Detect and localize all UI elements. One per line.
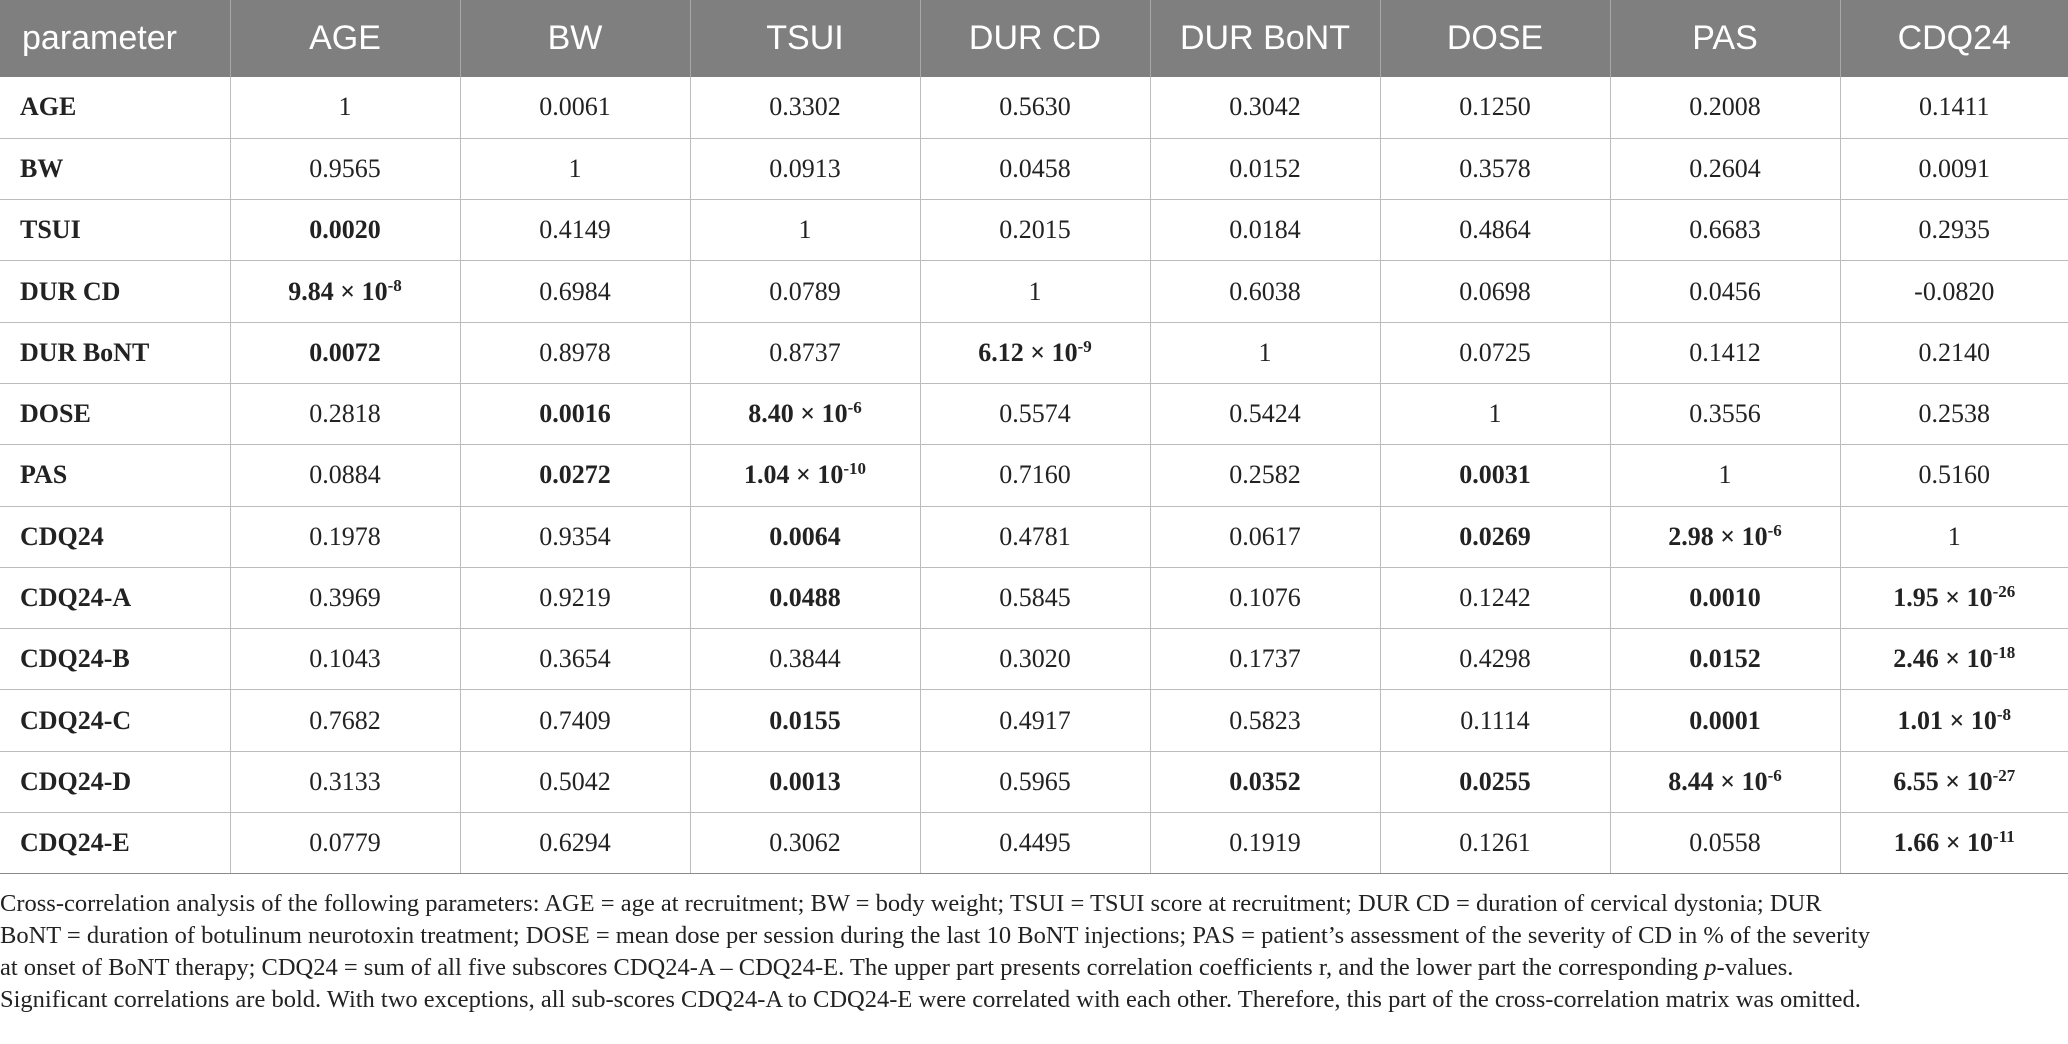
table-row <box>0 506 2068 567</box>
cell-value: 0.0010 <box>1689 583 1761 613</box>
cell-value: 6.12 × 10 <box>978 337 1078 367</box>
table-cell <box>1610 813 1840 874</box>
cell-value: 0.1242 <box>1459 583 1531 613</box>
header-cell-dose: DOSE <box>1380 0 1610 77</box>
table-cell <box>1380 506 1610 567</box>
table-cell <box>1150 261 1380 322</box>
cell-value: 0.9354 <box>539 521 611 551</box>
row-label: TSUI <box>0 200 230 261</box>
table-cell <box>230 629 460 690</box>
table-cell <box>230 322 460 383</box>
cell-value: 0.3302 <box>769 92 841 122</box>
table-cell <box>690 690 920 751</box>
table-cell <box>230 506 460 567</box>
cell-value: 0.0789 <box>769 276 841 306</box>
row-label: CDQ24-A <box>0 567 230 628</box>
table-cell <box>460 751 690 812</box>
table-row <box>0 629 2068 690</box>
table-cell <box>230 445 460 506</box>
table-cell <box>920 445 1150 506</box>
cell-value: 0.0016 <box>539 399 611 429</box>
cell-exponent: -26 <box>1992 582 2016 602</box>
table-cell <box>1840 506 2068 567</box>
table-cell <box>1150 322 1380 383</box>
table-cell <box>1380 261 1610 322</box>
caption-italic-p: p <box>1704 954 1717 981</box>
table-cell <box>1840 261 2068 322</box>
cell-value: 0.0061 <box>539 92 611 122</box>
table-cell <box>1380 200 1610 261</box>
row-label: CDQ24-D <box>0 751 230 812</box>
cell-value: 1 <box>1488 399 1502 429</box>
cell-value: 0.3062 <box>769 828 841 858</box>
table-cell <box>1840 200 2068 261</box>
table-caption <box>0 888 2060 1016</box>
cell-value: 0.1978 <box>309 521 381 551</box>
row-label: CDQ24-B <box>0 629 230 690</box>
table-cell <box>1150 383 1380 444</box>
cell-value: 0.2818 <box>309 399 381 429</box>
header-cell-parameter: parameter <box>0 0 230 77</box>
cell-value: 1 <box>798 215 812 245</box>
cell-value: 0.1114 <box>1460 705 1530 735</box>
header-cell-dur-cd: DUR CD <box>920 0 1150 77</box>
table-cell <box>690 77 920 138</box>
cell-value: 1 <box>1258 337 1272 367</box>
table-cell <box>230 261 460 322</box>
table-cell <box>1380 445 1610 506</box>
table-cell <box>920 77 1150 138</box>
table-cell <box>460 383 690 444</box>
table-cell <box>690 200 920 261</box>
cell-exponent: -8 <box>1996 704 2011 724</box>
cell-value: 0.4917 <box>999 705 1071 735</box>
cell-value: 0.0020 <box>309 215 381 245</box>
row-label: BW <box>0 138 230 199</box>
cell-value: 0.2582 <box>1229 460 1301 490</box>
cell-value: 0.4149 <box>539 215 611 245</box>
cell-value: 0.5042 <box>539 766 611 796</box>
table-cell <box>1610 383 1840 444</box>
table-cell <box>460 629 690 690</box>
table-cell <box>1150 813 1380 874</box>
table-cell <box>460 261 690 322</box>
table-cell <box>1610 629 1840 690</box>
table-cell <box>1610 138 1840 199</box>
table-cell <box>690 506 920 567</box>
cell-value: 0.0001 <box>1689 705 1761 735</box>
cell-value: 0.3556 <box>1689 399 1761 429</box>
cell-exponent: -6 <box>1767 765 1782 785</box>
table-row <box>0 813 2068 874</box>
cell-value: 0.0152 <box>1229 153 1301 183</box>
table-cell <box>1610 322 1840 383</box>
cell-exponent: -6 <box>1767 520 1782 540</box>
row-label: CDQ24-C <box>0 690 230 751</box>
cell-value: 9.84 × 10 <box>288 276 388 306</box>
table-cell <box>230 751 460 812</box>
cell-value: 0.5965 <box>999 766 1071 796</box>
header-cell-age: AGE <box>230 0 460 77</box>
cell-value: 0.1076 <box>1229 583 1301 613</box>
cell-value: 0.0031 <box>1459 460 1531 490</box>
cell-value: 0.8978 <box>539 337 611 367</box>
cell-value: 0.7682 <box>309 705 381 735</box>
table-cell <box>920 200 1150 261</box>
table-cell <box>690 751 920 812</box>
table-cell <box>690 567 920 628</box>
table-cell <box>1380 629 1610 690</box>
cell-value: 0.5424 <box>1229 399 1301 429</box>
cell-value: 0.5823 <box>1229 705 1301 735</box>
cell-value: 0.0558 <box>1689 828 1761 858</box>
table-row <box>0 690 2068 751</box>
table-cell <box>1840 629 2068 690</box>
table-cell <box>690 322 920 383</box>
table-cell <box>690 813 920 874</box>
cell-value: 0.1411 <box>1918 92 1990 122</box>
table-row <box>0 138 2068 199</box>
table-cell <box>230 813 460 874</box>
cell-exponent: -9 <box>1077 336 1092 356</box>
table-cell <box>460 77 690 138</box>
header-row <box>0 0 2068 77</box>
caption-line: Cross-correlation analysis of the following parameters: AGE = age at recruitment; BW = body weight; TSUI = TSUI score at recruitment; DUR CD = duration of cervical dystonia; DUR <box>0 890 1822 917</box>
cell-value: 2.46 × 10 <box>1893 644 1993 674</box>
table-cell <box>1150 506 1380 567</box>
cell-value: 0.3844 <box>769 644 841 674</box>
cell-value: 1 <box>1718 460 1732 490</box>
table-cell <box>690 261 920 322</box>
table-cell <box>460 445 690 506</box>
cell-value: 1 <box>1028 276 1042 306</box>
cell-value: 0.2015 <box>999 215 1071 245</box>
table-cell <box>1150 629 1380 690</box>
table-row <box>0 383 2068 444</box>
table-cell <box>460 813 690 874</box>
cell-value: 0.2604 <box>1689 153 1761 183</box>
cell-value: 0.0152 <box>1689 644 1761 674</box>
caption-line: Significant correlations are bold. With two exceptions, all sub-scores CDQ24-A to CDQ24-E were correlated with each other. Therefore, this part of the cross-correlation matrix was omitted. <box>0 986 1861 1013</box>
table-cell <box>920 751 1150 812</box>
table-cell <box>690 138 920 199</box>
header-cell-bw: BW <box>460 0 690 77</box>
cell-value: 0.0352 <box>1229 766 1301 796</box>
cell-value: 0.0184 <box>1229 215 1301 245</box>
table-cell <box>1380 813 1610 874</box>
cell-value: 0.5845 <box>999 583 1071 613</box>
table-cell <box>1610 751 1840 812</box>
table-cell <box>690 445 920 506</box>
cell-value: 0.0155 <box>769 705 841 735</box>
table-cell <box>230 383 460 444</box>
table-cell <box>460 200 690 261</box>
table-cell <box>1380 567 1610 628</box>
cell-exponent: -10 <box>843 459 866 479</box>
cell-value: 0.4298 <box>1459 644 1531 674</box>
cell-value: 0.0072 <box>309 337 381 367</box>
cell-value: 0.5160 <box>1918 460 1990 490</box>
cell-value: 0.5574 <box>999 399 1071 429</box>
table-cell <box>1380 383 1610 444</box>
table-cell <box>460 690 690 751</box>
table-cell <box>1840 445 2068 506</box>
table-row <box>0 322 2068 383</box>
table-row <box>0 751 2068 812</box>
cell-value: 0.0269 <box>1459 521 1531 551</box>
cell-value: 0.1250 <box>1459 92 1531 122</box>
table-cell <box>920 506 1150 567</box>
row-label: CDQ24-E <box>0 813 230 874</box>
cell-value: 0.0458 <box>999 153 1071 183</box>
table-cell <box>1840 77 2068 138</box>
cell-value: 0.0913 <box>769 153 841 183</box>
cell-value: 0.3133 <box>309 766 381 796</box>
cell-value: 0.3042 <box>1229 92 1301 122</box>
table-cell <box>1840 383 2068 444</box>
table-cell <box>690 383 920 444</box>
table-cell <box>920 629 1150 690</box>
table-cell <box>1840 322 2068 383</box>
table-cell <box>460 506 690 567</box>
table-cell <box>1610 690 1840 751</box>
caption-line-tail: -values. <box>1716 954 1794 981</box>
table-row <box>0 200 2068 261</box>
table-row <box>0 567 2068 628</box>
cell-value: 0.0272 <box>539 460 611 490</box>
cell-value: 0.0456 <box>1689 276 1761 306</box>
table-cell <box>920 690 1150 751</box>
table-row <box>0 261 2068 322</box>
cell-value: 0.7409 <box>539 705 611 735</box>
table-cell <box>1380 77 1610 138</box>
cell-value: 0.3020 <box>999 644 1071 674</box>
cell-value: 8.44 × 10 <box>1668 766 1768 796</box>
cell-value: 0.0013 <box>769 766 841 796</box>
table-cell <box>1150 751 1380 812</box>
cell-value: 0.4781 <box>999 521 1071 551</box>
table-cell <box>1150 567 1380 628</box>
table-cell <box>920 567 1150 628</box>
table-cell <box>1610 77 1840 138</box>
cell-value: 0.4495 <box>999 828 1071 858</box>
table-cell <box>460 322 690 383</box>
table-cell <box>230 138 460 199</box>
table-cell <box>1610 200 1840 261</box>
table-cell <box>1150 77 1380 138</box>
table-row <box>0 77 2068 138</box>
row-label: CDQ24 <box>0 506 230 567</box>
cell-value: 0.2008 <box>1689 92 1761 122</box>
row-label: PAS <box>0 445 230 506</box>
cell-value: 0.9565 <box>309 153 381 183</box>
cell-value: 0.0779 <box>309 828 381 858</box>
cell-value: 0.2140 <box>1918 337 1990 367</box>
cell-exponent: -27 <box>1992 765 2016 785</box>
cell-value: 0.1737 <box>1229 644 1301 674</box>
table-cell <box>1840 690 2068 751</box>
cell-value: 0.0725 <box>1459 337 1531 367</box>
cell-value: 0.1261 <box>1459 828 1531 858</box>
cell-value: -0.0820 <box>1914 276 1995 306</box>
cell-value: 0.0884 <box>309 460 381 490</box>
table-cell <box>460 567 690 628</box>
row-label: AGE <box>0 77 230 138</box>
table-cell <box>1150 138 1380 199</box>
header-cell-pas: PAS <box>1610 0 1840 77</box>
table-cell <box>1840 813 2068 874</box>
cell-exponent: -11 <box>1993 827 2015 847</box>
cell-value: 0.3969 <box>309 583 381 613</box>
table-cell <box>1610 506 1840 567</box>
caption-line-text: at onset of BoNT therapy; CDQ24 = sum of all five subscores CDQ24-A – CDQ24-E. The upper part presents correlation coefficients r, and the lower part the corresponding <box>0 954 1705 981</box>
cell-value: 0.3578 <box>1459 153 1531 183</box>
cell-exponent: -6 <box>847 398 862 418</box>
table-cell <box>920 322 1150 383</box>
table-cell <box>1150 445 1380 506</box>
cell-value: 0.0064 <box>769 521 841 551</box>
cell-exponent: -8 <box>387 275 402 295</box>
table-cell <box>230 567 460 628</box>
table-row <box>0 445 2068 506</box>
row-label: DUR BoNT <box>0 322 230 383</box>
cell-value: 1 <box>1947 521 1961 551</box>
cell-value: 1.66 × 10 <box>1893 828 1994 858</box>
table-cell <box>1610 445 1840 506</box>
row-label: DUR CD <box>0 261 230 322</box>
cell-value: 1 <box>568 153 582 183</box>
cell-value: 0.1919 <box>1229 828 1301 858</box>
cell-value: 0.6294 <box>539 828 611 858</box>
table-cell <box>1840 567 2068 628</box>
row-label: DOSE <box>0 383 230 444</box>
table-cell <box>920 261 1150 322</box>
table-cell <box>1840 751 2068 812</box>
table-cell <box>920 813 1150 874</box>
table-cell <box>1150 200 1380 261</box>
table-cell <box>920 138 1150 199</box>
cell-value: 0.2538 <box>1918 399 1990 429</box>
cell-value: 0.4864 <box>1459 215 1531 245</box>
cell-value: 0.0091 <box>1918 153 1990 183</box>
cell-value: 0.0698 <box>1459 276 1531 306</box>
table-cell <box>1380 690 1610 751</box>
table-cell <box>460 138 690 199</box>
table-cell <box>230 200 460 261</box>
cell-value: 1.95 × 10 <box>1893 583 1993 613</box>
caption-line <box>0 952 2060 984</box>
header-cell-cdq24: CDQ24 <box>1840 0 2068 77</box>
cell-value: 0.3654 <box>539 644 611 674</box>
header-cell-tsui: TSUI <box>690 0 920 77</box>
table-cell <box>230 77 460 138</box>
cell-value: 0.1412 <box>1689 337 1761 367</box>
table-cell <box>1380 322 1610 383</box>
table-cell <box>1380 138 1610 199</box>
table-body <box>0 77 2068 874</box>
cell-value: 0.7160 <box>999 460 1071 490</box>
table-cell <box>1380 751 1610 812</box>
header-cell-dur-bont: DUR BoNT <box>1150 0 1380 77</box>
cell-value: 0.6038 <box>1229 276 1301 306</box>
table-cell <box>1150 690 1380 751</box>
cell-exponent: -18 <box>1992 643 2016 663</box>
table-cell <box>1840 138 2068 199</box>
cell-value: 1 <box>338 92 352 122</box>
table-cell <box>690 629 920 690</box>
table-cell <box>230 690 460 751</box>
cell-value: 0.1043 <box>309 644 381 674</box>
cell-value: 0.0617 <box>1229 521 1301 551</box>
table-cell <box>1610 567 1840 628</box>
cell-value: 8.40 × 10 <box>748 399 848 429</box>
table-cell <box>1610 261 1840 322</box>
cell-value: 1.04 × 10 <box>744 460 844 490</box>
cell-value: 0.9219 <box>539 583 611 613</box>
cell-value: 0.2935 <box>1918 215 1990 245</box>
cell-value: 0.5630 <box>999 92 1071 122</box>
cell-value: 0.6984 <box>539 276 611 306</box>
cell-value: 0.8737 <box>769 337 841 367</box>
cell-value: 6.55 × 10 <box>1893 766 1993 796</box>
caption-line: BoNT = duration of botulinum neurotoxin treatment; DOSE = mean dose per session during the last 10 BoNT injections; PAS = patient’s assessment of the severity of CD in % of the severity <box>0 922 1871 949</box>
cell-value: 1.01 × 10 <box>1897 705 1997 735</box>
cell-value: 0.0488 <box>769 583 841 613</box>
cell-value: 0.0255 <box>1459 766 1531 796</box>
table-cell <box>920 383 1150 444</box>
cell-value: 0.6683 <box>1689 215 1761 245</box>
cell-value: 2.98 × 10 <box>1668 521 1768 551</box>
